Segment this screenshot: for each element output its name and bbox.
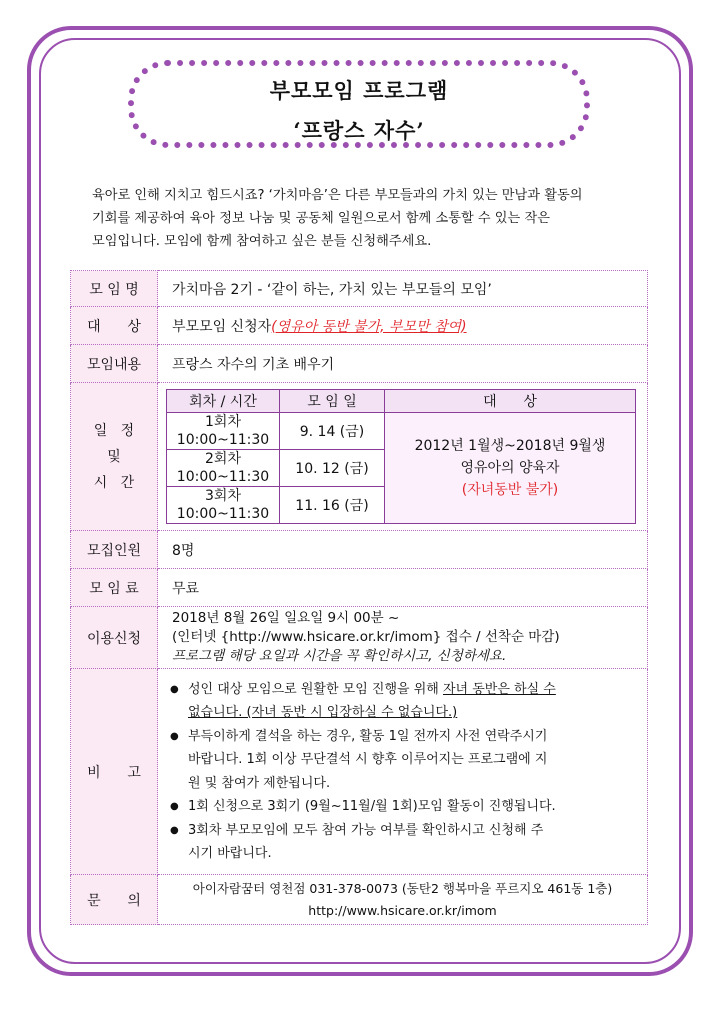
remarks-list xyxy=(158,678,647,866)
remark-text: 시기 바랍니다. xyxy=(188,846,272,861)
row-target xyxy=(71,307,648,345)
session-cell xyxy=(167,450,280,487)
contact-url[interactable]: http://www.hsicare.or.kr/imom xyxy=(308,902,497,918)
schedule-target-line2: 영유아의 양육자 xyxy=(460,460,560,476)
intro-text xyxy=(92,184,638,253)
row-capacity xyxy=(71,531,648,569)
session-date: 9. 14 (금) xyxy=(280,413,385,450)
session-cell xyxy=(167,487,280,524)
remark-item xyxy=(178,819,647,866)
value-apply xyxy=(158,607,648,669)
label-content: 모임내용 xyxy=(71,345,158,383)
remark-underline: 자녀 동반은 하실 수 xyxy=(442,681,556,697)
remark-text: 3회차 부모모임에 모두 참여 가능 여부를 확인하시고 신청해 주 xyxy=(188,822,544,838)
schedule-target-line1: 2012년 1월생~2018년 9월생 xyxy=(414,438,606,454)
value-fee: 무료 xyxy=(158,569,648,607)
label-name: 모 임 명 xyxy=(71,271,158,307)
session-time: 10:00~11:30 xyxy=(176,506,270,522)
session-num: 1회차 xyxy=(205,414,241,430)
value-schedule xyxy=(158,383,648,531)
label-capacity: 모집인원 xyxy=(71,531,158,569)
schedule-target xyxy=(385,413,636,524)
label-fee: 모 임 료 xyxy=(71,569,158,607)
remark-text: 바랍니다. 1회 이상 무단결석 시 향후 이루어지는 프로그램에 지 xyxy=(188,752,548,767)
contact-line1: 아이자람꿈터 영천점 031-378-0073 (동탄2 행복마을 푸르지오 461동 1층) xyxy=(192,880,613,896)
label-remarks: 비 고 xyxy=(71,669,158,875)
session-date: 10. 12 (금) xyxy=(280,450,385,487)
intro-line: 기회를 제공하여 육아 정보 나눔 및 공동체 일원으로서 함께 소통할 수 있는 작은 xyxy=(92,211,550,226)
info-table xyxy=(70,270,648,925)
value-contact xyxy=(158,875,648,925)
row-contact xyxy=(71,875,648,925)
target-text: 부모모임 신청자 xyxy=(172,318,272,335)
schedule-head-date: 모 임 일 xyxy=(280,390,385,413)
schedule-target-line3: (자녀동반 불가) xyxy=(461,482,559,498)
label-target: 대 상 xyxy=(71,307,158,345)
row-fee xyxy=(71,569,648,607)
apply-line1: 2018년 8월 26일 일요일 9시 00분 ~ xyxy=(172,610,400,626)
page-subtitle: ‘프랑스 자수’ xyxy=(293,118,425,143)
session-num: 3회차 xyxy=(205,488,241,504)
title-box xyxy=(128,60,590,148)
remark-underline: 없습니다. (자녀 동반 시 입장하실 수 없습니다.) xyxy=(188,705,458,720)
value-capacity: 8명 xyxy=(158,531,648,569)
label-contact: 문 의 xyxy=(71,875,158,925)
schedule-row xyxy=(167,413,636,450)
row-content xyxy=(71,345,648,383)
session-cell xyxy=(167,413,280,450)
remark-text: 성인 대상 모임으로 원활한 모임 진행을 위해 xyxy=(188,681,443,697)
row-remarks xyxy=(71,669,648,875)
label-schedule-1: 일 정 xyxy=(93,422,135,439)
label-apply: 이용신청 xyxy=(71,607,158,669)
remark-item xyxy=(178,678,647,725)
remark-text: 부득이하게 결석을 하는 경우, 활동 1일 전까지 사전 연락주시기 xyxy=(188,728,548,744)
apply-line2: (인터넷 {http://www.hsicare.or.kr/imom} 접수 / 선착순 마감) xyxy=(172,629,560,645)
schedule-head-target: 대 상 xyxy=(385,390,636,413)
remark-text: 1회 신청으로 3회기 (9월~11월/월 1회)모임 활동이 진행됩니다. xyxy=(188,799,556,814)
value-content: 프랑스 자수의 기초 배우기 xyxy=(158,345,648,383)
row-name xyxy=(71,271,648,307)
session-num: 2회차 xyxy=(205,451,241,467)
intro-line: 모임입니다. 모임에 함께 참여하고 싶은 분들 신청해주세요. xyxy=(92,234,432,249)
schedule-table xyxy=(166,389,636,524)
label-schedule-3: 시 간 xyxy=(93,474,135,491)
value-target xyxy=(158,307,648,345)
row-schedule xyxy=(71,383,648,531)
remark-item xyxy=(178,725,647,796)
label-schedule xyxy=(71,383,158,531)
label-schedule-2: 및 xyxy=(107,448,121,465)
session-time: 10:00~11:30 xyxy=(176,432,270,448)
page-title: 부모모임 프로그램 xyxy=(269,78,449,103)
remark-item xyxy=(178,795,647,819)
remark-text: 원 및 참여가 제한됩니다. xyxy=(188,775,331,791)
target-note: (영유아 동반 불가, 부모만 참여) xyxy=(271,318,467,335)
apply-line3: 프로그램 해당 요일과 시간을 꼭 확인하시고, 신청하세요. xyxy=(172,648,507,664)
session-date: 11. 16 (금) xyxy=(280,487,385,524)
session-time: 10:00~11:30 xyxy=(176,469,270,485)
row-apply xyxy=(71,607,648,669)
value-name: 가치마음 2기 - ‘같이 하는, 가치 있는 부모들의 모임’ xyxy=(158,271,648,307)
schedule-head-session: 회차 / 시간 xyxy=(167,390,280,413)
value-remarks xyxy=(158,669,648,875)
intro-line: 육아로 인해 지치고 힘드시죠? ‘가치마음’은 다른 부모들과의 가치 있는 만남과 활동의 xyxy=(92,188,583,203)
